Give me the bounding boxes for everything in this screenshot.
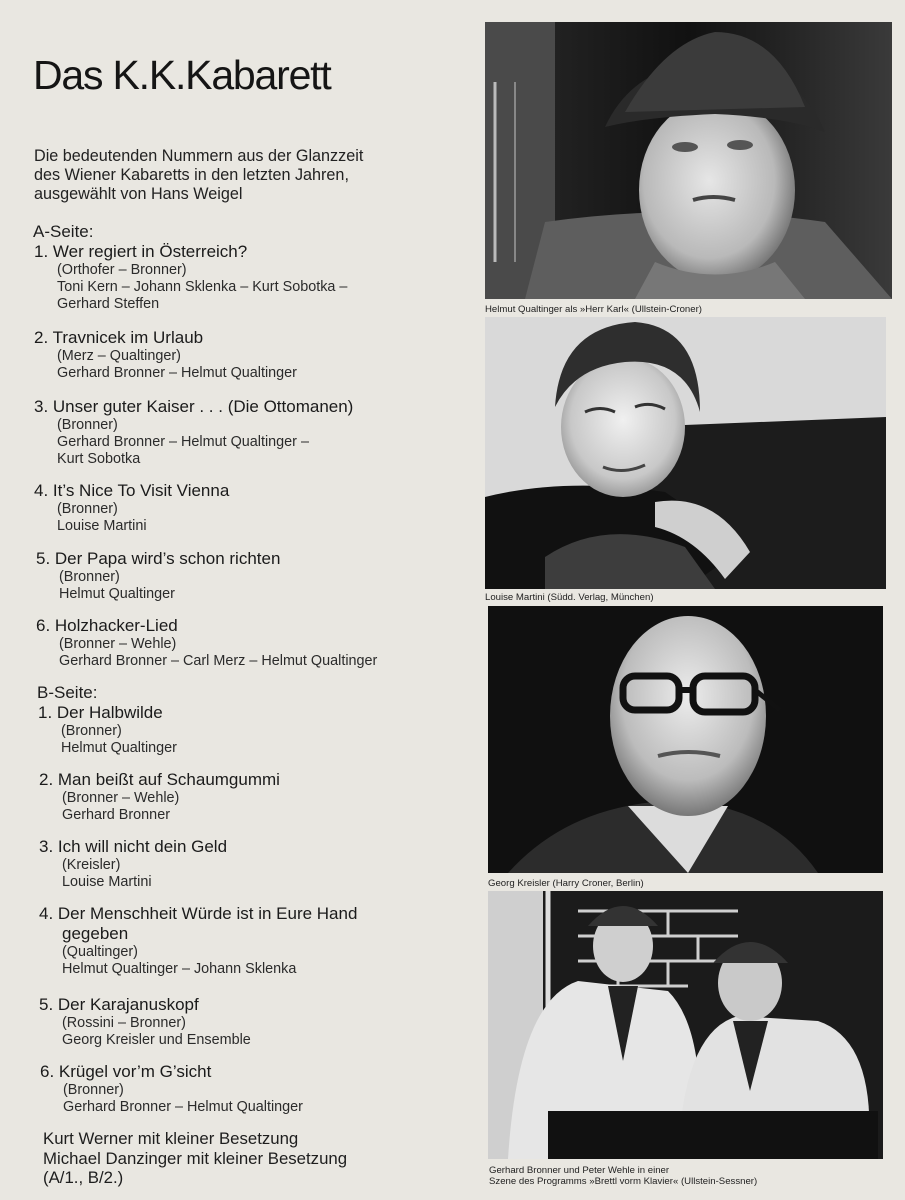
intro-text bbox=[34, 147, 464, 204]
track-title: 5. Der Papa wird’s schon richten bbox=[36, 549, 281, 568]
credit-line: Kurt Werner mit kleiner Besetzung bbox=[43, 1129, 299, 1148]
credit-line: (A/1., B/2.) bbox=[43, 1168, 124, 1187]
track-performers: Toni Kern – Johann Sklenka – Kurt Sobotka – bbox=[57, 279, 348, 295]
credit-line: Michael Danzinger mit kleiner Besetzung bbox=[43, 1148, 348, 1168]
track-b5 bbox=[39, 995, 251, 1049]
photo-qualtinger-image bbox=[485, 22, 892, 299]
track-composer: (Bronner) bbox=[57, 501, 118, 517]
track-performers: Gerhard Bronner – Helmut Qualtinger bbox=[57, 365, 297, 381]
track-title: 6. Holzhacker-Lied bbox=[36, 616, 178, 635]
track-performers: Louise Martini bbox=[62, 874, 152, 890]
track-title: 4. It’s Nice To Visit Vienna bbox=[34, 481, 230, 500]
track-composer: (Kreisler) bbox=[62, 857, 121, 873]
side-b-heading: B-Seite: bbox=[37, 683, 98, 702]
track-title: 2. Man beißt auf Schaumgummi bbox=[39, 770, 280, 789]
track-composer: (Bronner) bbox=[61, 723, 122, 739]
track-composer: (Bronner) bbox=[57, 417, 118, 433]
track-performers: Louise Martini bbox=[57, 518, 147, 534]
photo-qualtinger bbox=[485, 22, 892, 299]
track-performers: Gerhard Bronner – Carl Merz – Helmut Qualtinger bbox=[59, 653, 378, 669]
photo-bronner-wehle-image bbox=[488, 891, 883, 1159]
track-composer: (Qualtinger) bbox=[62, 944, 138, 960]
track-performers: Gerhard Bronner – Helmut Qualtinger – bbox=[57, 434, 309, 450]
track-a3 bbox=[34, 397, 353, 468]
photo-martini-image bbox=[485, 317, 886, 589]
track-composer: (Bronner) bbox=[59, 569, 120, 585]
track-performers: Georg Kreisler und Ensemble bbox=[62, 1032, 251, 1048]
photo-martini bbox=[485, 317, 886, 589]
track-b3 bbox=[39, 837, 227, 891]
track-title: 6. Krügel vor’m G’sicht bbox=[40, 1062, 212, 1081]
photo-bronner-wehle bbox=[488, 891, 883, 1159]
caption-photo-3: Georg Kreisler (Harry Croner, Berlin) bbox=[488, 878, 644, 889]
track-title: 4. Der Menschheit Würde ist in Eure Hand bbox=[39, 904, 358, 923]
track-a6 bbox=[36, 616, 377, 670]
track-performers: Gerhard Bronner bbox=[62, 807, 170, 823]
track-a2 bbox=[34, 328, 297, 382]
track-b1 bbox=[38, 703, 177, 757]
track-title: 5. Der Karajanuskopf bbox=[39, 995, 199, 1014]
track-performers: Helmut Qualtinger bbox=[59, 586, 175, 602]
track-title: 3. Unser guter Kaiser . . . (Die Ottomanen) bbox=[34, 397, 354, 416]
track-performers: Gerhard Bronner – Helmut Qualtinger bbox=[63, 1099, 303, 1115]
intro-line: des Wiener Kabaretts in den letzten Jahren, bbox=[34, 166, 349, 184]
track-performers: Gerhard Steffen bbox=[57, 296, 160, 312]
track-composer: (Orthofer – Bronner) bbox=[57, 262, 187, 278]
track-title: 1. Der Halbwilde bbox=[38, 703, 163, 722]
caption-photo-2: Louise Martini (Südd. Verlag, München) bbox=[485, 592, 654, 603]
track-composer: (Merz – Qualtinger) bbox=[57, 348, 181, 364]
caption-photo-4-line-1: Gerhard Bronner und Peter Wehle in einer bbox=[489, 1165, 670, 1176]
track-b4 bbox=[39, 904, 357, 978]
track-composer: (Bronner – Wehle) bbox=[59, 636, 177, 652]
photo-kreisler-image bbox=[488, 606, 883, 873]
track-composer: (Rossini – Bronner) bbox=[62, 1015, 186, 1031]
track-b2 bbox=[39, 770, 280, 824]
track-performers: Kurt Sobotka bbox=[57, 451, 141, 467]
intro-line: Die bedeutenden Nummern aus der Glanzzeit bbox=[34, 147, 364, 165]
track-title: 1. Wer regiert in Österreich? bbox=[34, 242, 248, 261]
photo-kreisler bbox=[488, 606, 883, 873]
track-a5 bbox=[36, 549, 280, 603]
track-title: 3. Ich will nicht dein Geld bbox=[39, 837, 228, 856]
track-performers: Helmut Qualtinger – Johann Sklenka bbox=[62, 961, 297, 977]
side-a-heading: A-Seite: bbox=[33, 222, 94, 241]
track-a1 bbox=[34, 242, 347, 313]
track-performers: Helmut Qualtinger bbox=[61, 740, 177, 756]
caption-photo-1: Helmut Qualtinger als »Herr Karl« (Ullstein-Croner) bbox=[485, 304, 702, 315]
page-title: Das K.K.Kabarett bbox=[33, 52, 331, 98]
track-a4 bbox=[34, 481, 229, 535]
orchestra-credits bbox=[43, 1129, 347, 1188]
intro-line: ausgewählt von Hans Weigel bbox=[34, 185, 243, 203]
track-b6 bbox=[40, 1062, 303, 1116]
track-composer: (Bronner – Wehle) bbox=[62, 790, 180, 806]
track-composer: (Bronner) bbox=[63, 1082, 124, 1098]
track-title-continued: gegeben bbox=[62, 924, 129, 943]
track-title: 2. Travnicek im Urlaub bbox=[34, 328, 204, 347]
caption-photo-4-line-2: Szene des Programms »Brettl vorm Klavier« (Ullstein-Sessner) bbox=[489, 1176, 758, 1187]
